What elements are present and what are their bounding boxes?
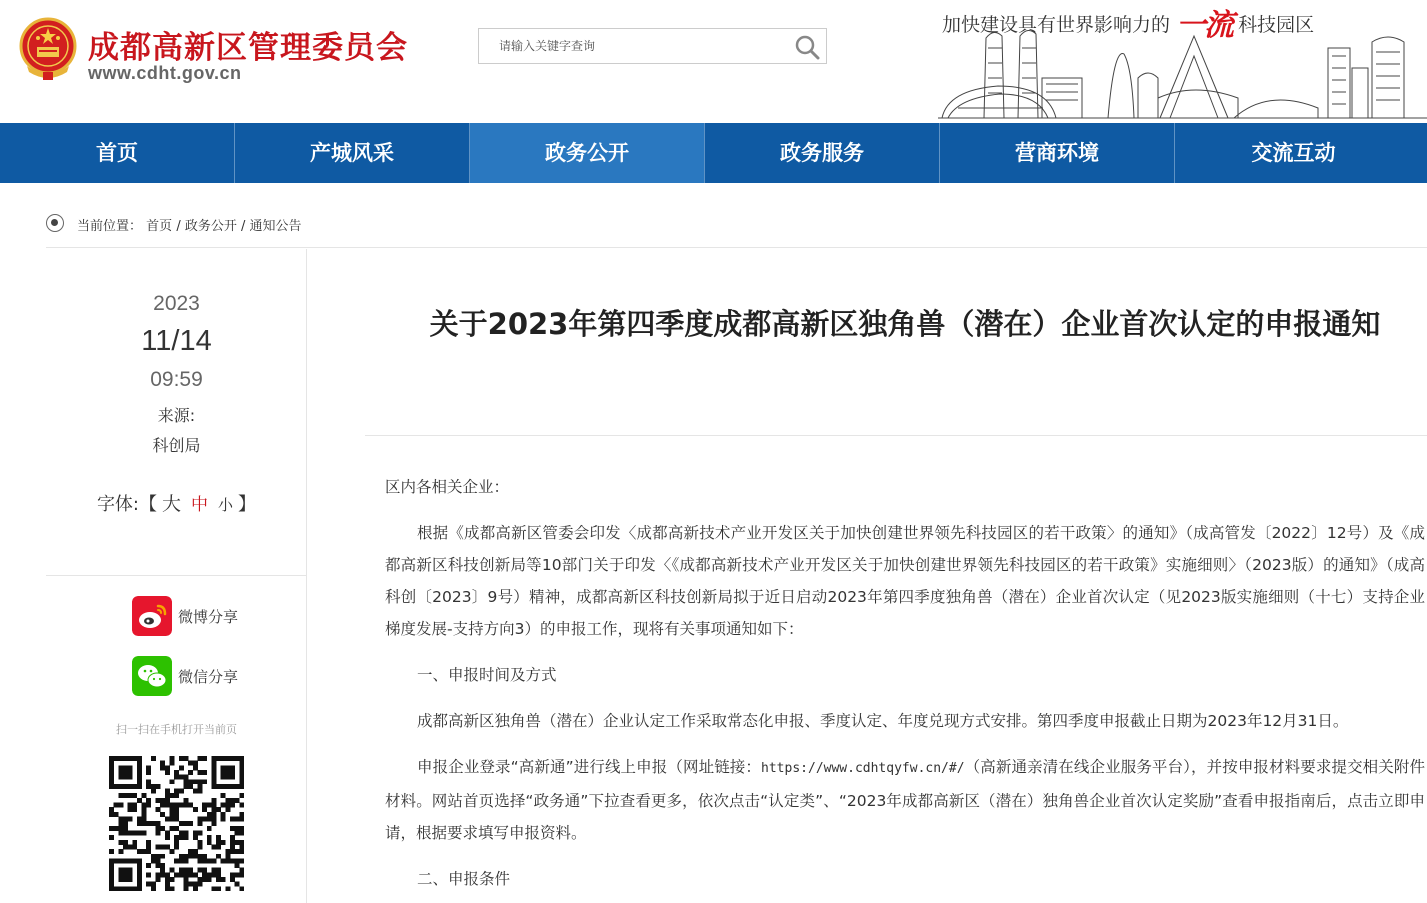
- breadcrumb-text: [77, 215, 302, 234]
- nav-item-gov-service[interactable]: 政务服务: [705, 123, 940, 183]
- breadcrumb-prefix: 当前位置：: [77, 219, 143, 234]
- publish-year: 2023: [153, 292, 200, 315]
- nav-item-business[interactable]: 营商环境: [940, 123, 1175, 183]
- national-emblem-icon: [17, 16, 79, 84]
- slogan-text-after: 科技园区: [1238, 14, 1315, 36]
- article-paragraph: [385, 751, 1425, 849]
- breadcrumb-notices[interactable]: 通知公告: [249, 219, 302, 234]
- font-size-large[interactable]: 大: [162, 493, 182, 515]
- bracket-open: 【: [139, 494, 158, 515]
- publish-date: 11/14: [141, 325, 212, 357]
- publish-time: 09:59: [150, 368, 203, 391]
- slogan-highlight: 一流: [1176, 8, 1233, 43]
- paragraph-text: （高新通亲清在线企业服务平台），并按申报材料要求提交相关附件材料。网站首页选择“政务通”下拉查看更多，依次点击“认定类”、“2023年成都高新区（潜在）独角兽企业首次认定奖励”查看申报指南后，点击立即申请，根据要求填写申报资料。: [385, 758, 1425, 842]
- section-heading: 一、申报时间及方式: [417, 666, 557, 684]
- bracket-close: 】: [238, 494, 257, 515]
- font-size-switcher: [46, 489, 307, 516]
- font-size-small[interactable]: 小: [218, 496, 234, 514]
- slogan-text-before: 加快建设具有世界影响力的: [942, 14, 1171, 36]
- qr-code: [109, 756, 244, 891]
- font-size-label: 字体:: [96, 494, 140, 515]
- font-size-medium[interactable]: 中: [191, 495, 209, 515]
- article-title: 关于2023年第四季度成都高新区独角兽（潜在）企业首次认定的申报通知: [429, 307, 1381, 341]
- search-icon[interactable]: [794, 34, 820, 60]
- breadcrumb-separator: /: [176, 219, 181, 234]
- article-divider: [365, 435, 1427, 436]
- article-paragraph: 根据《成都高新区管委会印发〈成都高新技术产业开发区关于加快创建世界领先科技园区的若干政策〉的通知》（成高管发〔2022〕12号）及《成都高新区科技创新局等10部门关于印发〈《成都高新技术产业开发区关于加快创建世界领先科技园区的若干政策》实施细则〉（2023版）的通知》（成高科创〔2023〕9号）精神，成都高新区科技创新局拟于近日启动2023年第四季度独角兽（潜在）企业首次认定（见2023版实施细则（十七）支持企业梯度发展-支持方向3）的申报工作，现将有关事项通知如下：: [385, 524, 1425, 638]
- article-sidebar: [46, 249, 307, 903]
- source-label: 来源:: [157, 406, 196, 425]
- breadcrumb-gov-affairs[interactable]: 政务公开: [184, 219, 237, 234]
- article-salutation: 区内各相关企业：: [385, 478, 510, 496]
- breadcrumb-home[interactable]: 首页: [146, 219, 173, 234]
- location-icon: [46, 214, 64, 232]
- skyline-illustration: [938, 28, 1427, 120]
- article-body: [385, 471, 1425, 903]
- breadcrumb: [46, 210, 1427, 248]
- paragraph-text: 申报企业登录“高新通”进行线上申报（网址链接：: [417, 758, 762, 776]
- search-input[interactable]: [479, 29, 789, 63]
- platform-url-link[interactable]: https://www.cdhtqyfw.cn/#/: [761, 761, 965, 776]
- breadcrumb-separator: /: [241, 219, 246, 234]
- weibo-icon: [132, 596, 172, 636]
- article-paragraph: 成都高新区独角兽（潜在）企业认定工作采取常态化申报、季度认定、年度兑现方式安排。第四季度申报截止日期为2023年12月31日。: [417, 712, 1349, 730]
- wechat-icon: [132, 656, 172, 696]
- nav-item-gov-affairs[interactable]: 政务公开: [470, 123, 705, 183]
- source-value: 科创局: [152, 436, 201, 455]
- main-nav: [0, 123, 1427, 183]
- site-url: www.cdht.gov.cn: [88, 63, 242, 83]
- share-wechat-label: 微信分享: [178, 668, 239, 686]
- section-heading: 二、申报条件: [417, 870, 511, 888]
- site-header: [0, 0, 1427, 123]
- search-box: [478, 28, 827, 64]
- nav-item-home[interactable]: 首页: [0, 123, 235, 183]
- scan-tip: 扫一扫在手机打开当前页: [116, 723, 237, 736]
- sidebar-divider: [46, 575, 307, 576]
- site-title[interactable]: 成都高新区管理委员会: [88, 30, 408, 66]
- nav-item-interaction[interactable]: 交流互动: [1251, 141, 1336, 165]
- nav-item-city[interactable]: 产城风采: [235, 123, 470, 183]
- share-weibo-label: 微博分享: [178, 608, 239, 626]
